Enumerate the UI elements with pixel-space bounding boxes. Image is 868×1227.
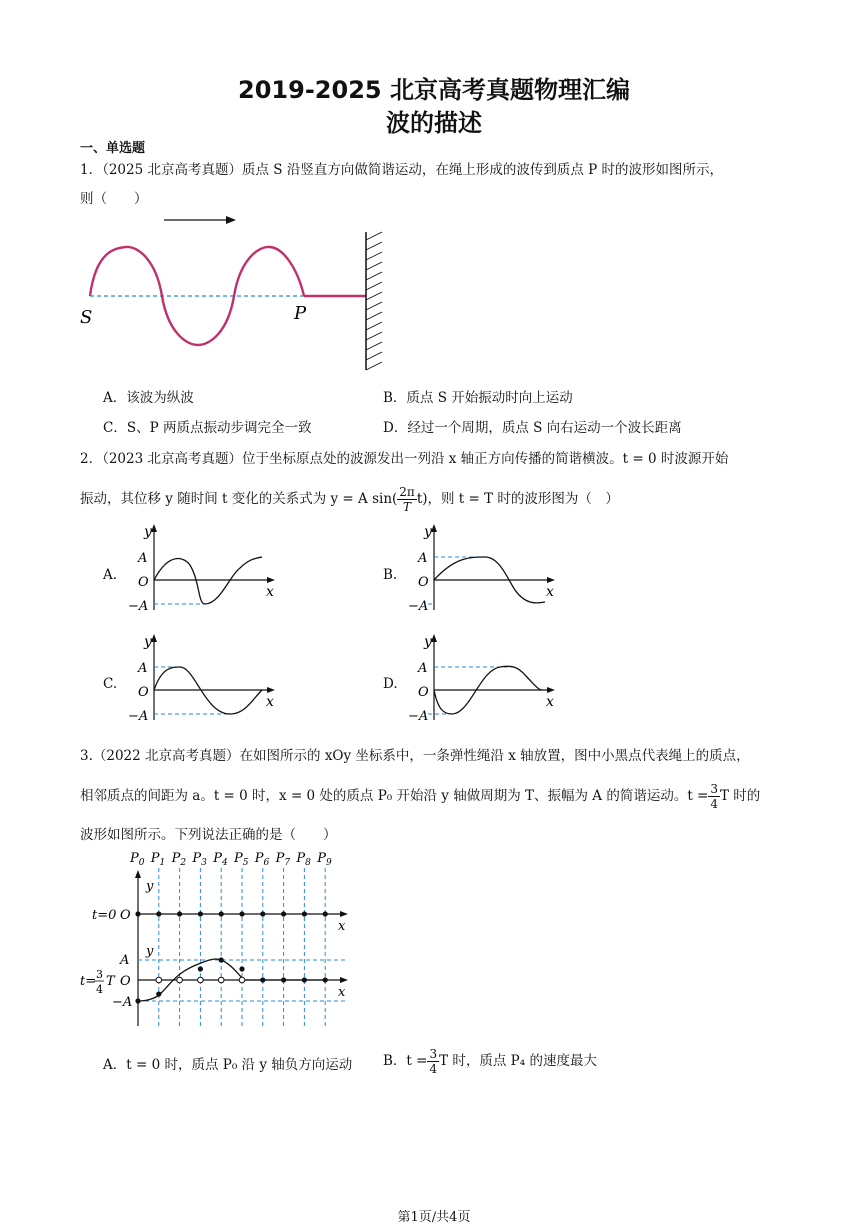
q3-particle-row2-3 — [198, 966, 203, 971]
q2-graph-c — [120, 630, 290, 730]
q3-point-label-7: $P_7$ — [275, 851, 291, 868]
tick-o: O — [418, 575, 429, 590]
tick-a: A — [418, 551, 428, 566]
tick-neg-a: −A — [408, 709, 429, 724]
axis-y-label: y — [424, 634, 432, 650]
q1-option-d: D．经过一个周期，质点 S 向右运动一个波长距离 — [383, 420, 682, 436]
q3-fraction — [708, 782, 720, 811]
q3-particle-row2-7 — [281, 977, 286, 982]
q3-particle-row1-6 — [260, 911, 265, 916]
q3-particle-row2-0 — [135, 998, 140, 1003]
tick-o: O — [418, 685, 429, 700]
q3-equilibrium-marker-1 — [156, 977, 162, 983]
q2-graph-d — [400, 630, 570, 730]
axis-x-label: x — [266, 584, 274, 600]
q3-point-label-0: $P_0$ — [130, 851, 145, 868]
tick-neg-a: −A — [408, 599, 429, 614]
q3-option-b — [383, 1047, 597, 1076]
q3-row1-label: t=0 — [92, 908, 117, 923]
q3-particle-row1-5 — [239, 911, 244, 916]
q3-stem-line2-main: 相邻质点的间距为 a。t = 0 时，x = 0 处的质点 P₀ 开始沿 y 轴做周期为 T、振幅为 A 的简谐运动。t = — [80, 788, 709, 804]
q3-option-b-fraction — [427, 1047, 439, 1076]
q3-point-label-2: $P_2$ — [171, 851, 187, 868]
q2-fraction — [397, 485, 417, 514]
q3-particle-row2-4 — [219, 957, 224, 962]
q2-option-b-label: B. — [383, 567, 398, 583]
q3-particle-row1-9 — [323, 911, 328, 916]
q3-option-b-frac-num: 3 — [429, 1047, 438, 1061]
q3-axis-y-row2: y — [146, 944, 154, 959]
tick-o: O — [138, 685, 149, 700]
q2-option-a-label: A. — [103, 567, 118, 583]
q1-option-b: B．质点 S 开始振动时向上运动 — [383, 390, 573, 406]
page-footer: 第1页/共4页 — [397, 1210, 471, 1225]
propagation-arrow-head — [226, 216, 236, 224]
label-s: S — [80, 307, 93, 328]
q3-axis-y-row1: y — [146, 879, 154, 894]
q2-fraction-den: T — [403, 500, 412, 514]
q3-equilibrium-marker-4 — [218, 977, 224, 983]
q1-wave-figure — [76, 210, 396, 375]
q1-stem-line1: 1．（2025 北京高考真题）质点 S 沿竖直方向做简谐运动，在绳上形成的波传到质点 P 时的波形如图所示， — [80, 162, 723, 178]
q3-particle-row1-4 — [219, 911, 224, 916]
axis-x-label: x — [546, 584, 554, 600]
section-heading: 一、单选题 — [80, 141, 146, 156]
tick-a: A — [138, 551, 148, 566]
axis-y-label: y — [144, 634, 152, 650]
q3-particle-row1-2 — [177, 911, 182, 916]
q3-stem-line3: 波形如图所示。下列说法正确的是（ ） — [80, 827, 337, 843]
q3-particle-row2-6 — [260, 977, 265, 982]
q3-particle-row1-1 — [156, 911, 161, 916]
q3-particle-row1-3 — [198, 911, 203, 916]
q2-graph-b — [400, 520, 570, 620]
q3-point-label-5: $P_5$ — [234, 851, 249, 868]
q3-point-label-9: $P_9$ — [317, 851, 332, 868]
q3-row2-label-T: T — [106, 974, 115, 989]
q3-equilibrium-marker-5 — [239, 977, 245, 983]
q3-row2-frac-den: 4 — [96, 983, 103, 996]
q3-particle-row2-5 — [239, 966, 244, 971]
q3-option-b-frac-den: 4 — [429, 1062, 438, 1076]
q1-stem-line2: 则（ ） — [80, 191, 148, 207]
tick-o: O — [138, 575, 149, 590]
q3-point-label-8: $P_8$ — [296, 851, 311, 868]
q3-axis-x-row2: x — [338, 985, 346, 1000]
q2-option-c-label: C. — [103, 676, 118, 692]
q2-fraction-num: 2π — [399, 485, 415, 499]
tick-a: A — [418, 661, 428, 676]
axis-x-label: x — [266, 694, 274, 710]
q3-particle-row1-8 — [302, 911, 307, 916]
q3-point-label-1: $P_1$ — [150, 851, 166, 868]
q3-row2-origin: O — [120, 974, 131, 989]
q3-figure — [76, 848, 366, 1030]
axis-x-label: x — [546, 694, 554, 710]
q3-stem-line2 — [80, 782, 760, 811]
q3-tick-neg-a: −A — [112, 995, 133, 1010]
tick-neg-a: −A — [128, 599, 149, 614]
q3-option-b-pre: B．t = — [383, 1053, 428, 1069]
q3-point-label-4: $P_4$ — [213, 851, 228, 868]
q3-equilibrium-marker-2 — [177, 977, 183, 983]
q3-fraction-den: 4 — [710, 797, 719, 811]
q3-point-label-3: $P_3$ — [192, 851, 207, 868]
q3-particle-row2-9 — [323, 977, 328, 982]
q1-option-a: A．该波为纵波 — [103, 390, 194, 406]
q3-fraction-num: 3 — [710, 782, 719, 796]
q2-option-d-label: D. — [383, 676, 398, 692]
label-p: P — [294, 303, 307, 324]
q3-row2-frac-num: 3 — [96, 968, 103, 981]
document-subtitle: 波的描述 — [386, 109, 482, 137]
q3-particle-row1-0 — [135, 911, 140, 916]
axis-y-label: y — [424, 524, 432, 540]
q3-axis-x-row1: x — [338, 919, 346, 934]
q3-point-label-6: $P_6$ — [254, 851, 270, 868]
q2-graph-a — [120, 520, 290, 620]
q3-stem-line1: 3.（2022 北京高考真题）在如图所示的 xOy 坐标系中，一条弹性绳沿 x 轴放置，图中小黑点代表绳上的质点， — [80, 748, 750, 764]
q3-row1-origin: O — [120, 908, 131, 923]
q1-option-c: C．S、P 两质点振动步调完全一致 — [103, 420, 312, 436]
tick-neg-a: −A — [128, 709, 149, 724]
q3-stem-line2-post: T 时的 — [720, 788, 761, 804]
q3-equilibrium-marker-3 — [198, 977, 204, 983]
document-title: 2019-2025 北京高考真题物理汇编 — [238, 76, 630, 104]
q2-stem-line1: 2．（2023 北京高考真题）位于坐标原点处的波源发出一列沿 x 轴正方向传播的简谐横波。t = 0 时波源开始 — [80, 451, 729, 467]
q3-row2-label-t: t= — [80, 974, 97, 989]
q3-option-a: A．t = 0 时，质点 P₀ 沿 y 轴负方向运动 — [103, 1057, 353, 1073]
q3-particle-row2-8 — [302, 977, 307, 982]
wall-hatching — [366, 232, 382, 370]
q3-tick-a: A — [120, 953, 130, 968]
tick-a: A — [138, 661, 148, 676]
q3-particle-row2-1 — [156, 991, 161, 996]
axis-y-label: y — [144, 524, 152, 540]
q2-stem-line2 — [80, 485, 619, 514]
q3-particle-row1-7 — [281, 911, 286, 916]
q2-stem-line2-post: t)，则 t = T 时的波形图为（ ） — [416, 491, 619, 507]
q3-option-b-post: T 时，质点 P₄ 的速度最大 — [439, 1053, 597, 1069]
q2-stem-line2-pre: 振动，其位移 y 随时间 t 变化的关系式为 y = A sin( — [80, 491, 398, 507]
